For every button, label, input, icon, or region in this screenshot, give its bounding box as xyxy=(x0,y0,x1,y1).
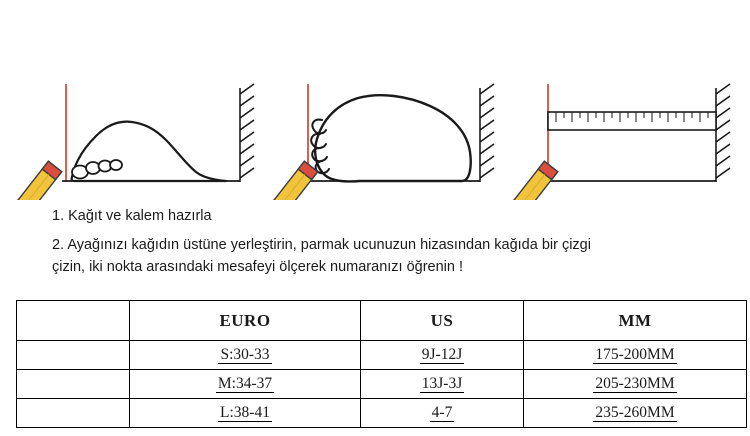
table-row xyxy=(17,370,747,399)
pencil-icon xyxy=(262,161,318,200)
cell-mm-text: 175-200MM xyxy=(595,346,675,363)
pencil-icon xyxy=(504,161,558,200)
illustration-step-3 xyxy=(504,60,750,200)
cell-mm xyxy=(524,341,747,370)
foot-top-outline xyxy=(315,95,471,181)
cell-mm-text: 205-230MM xyxy=(595,375,675,392)
table-body xyxy=(17,341,747,428)
header-blank xyxy=(17,301,130,341)
row-label xyxy=(17,370,130,399)
cell-us-text: 4-7 xyxy=(431,404,453,421)
instructions-block xyxy=(52,205,712,278)
illustration-step-2 xyxy=(262,60,504,200)
header-us: US xyxy=(361,301,524,341)
cell-us xyxy=(361,341,524,370)
illustration-step-1 xyxy=(0,60,262,200)
cell-us-text: 13J-3J xyxy=(421,375,463,392)
instruction-line-1: 1. Kağıt ve kalem hazırla xyxy=(52,208,212,224)
cell-mm xyxy=(524,399,747,428)
header-mm: MM xyxy=(524,301,747,341)
row-label xyxy=(17,341,130,370)
illustration-row xyxy=(0,60,750,200)
cell-euro xyxy=(130,341,361,370)
instruction-line-3: çizin, iki nokta arasındaki mesafeyi ölçerek numaranızı öğrenin ! xyxy=(52,259,464,275)
cell-euro xyxy=(130,399,361,428)
cell-us-text: 9J-12J xyxy=(421,346,463,363)
size-chart-table xyxy=(16,300,747,428)
instruction-line-2: 2. Ayağınızı kağıdın üstüne yerleştirin, parmak ucunuzun hizasından kağıda bir çizgi xyxy=(52,237,591,253)
row-label xyxy=(17,399,130,428)
cell-euro-text: S:30-33 xyxy=(220,346,270,363)
hatched-wall-icon xyxy=(480,84,494,182)
table-header-row xyxy=(17,301,747,341)
table-header xyxy=(17,301,747,341)
cell-us xyxy=(361,370,524,399)
pencil-icon xyxy=(5,161,61,200)
cell-mm-text: 235-260MM xyxy=(595,404,675,421)
cell-euro xyxy=(130,370,361,399)
ruler-icon xyxy=(548,112,716,130)
cell-us xyxy=(361,399,524,428)
cell-euro-text: L:38-41 xyxy=(220,404,270,421)
hatched-wall-icon xyxy=(240,84,254,182)
table-row xyxy=(17,341,747,370)
cell-euro-text: M:34-37 xyxy=(217,375,273,392)
hatched-wall-icon xyxy=(716,84,730,182)
cell-mm xyxy=(524,370,747,399)
header-euro: EURO xyxy=(130,301,361,341)
table-row xyxy=(17,399,747,428)
